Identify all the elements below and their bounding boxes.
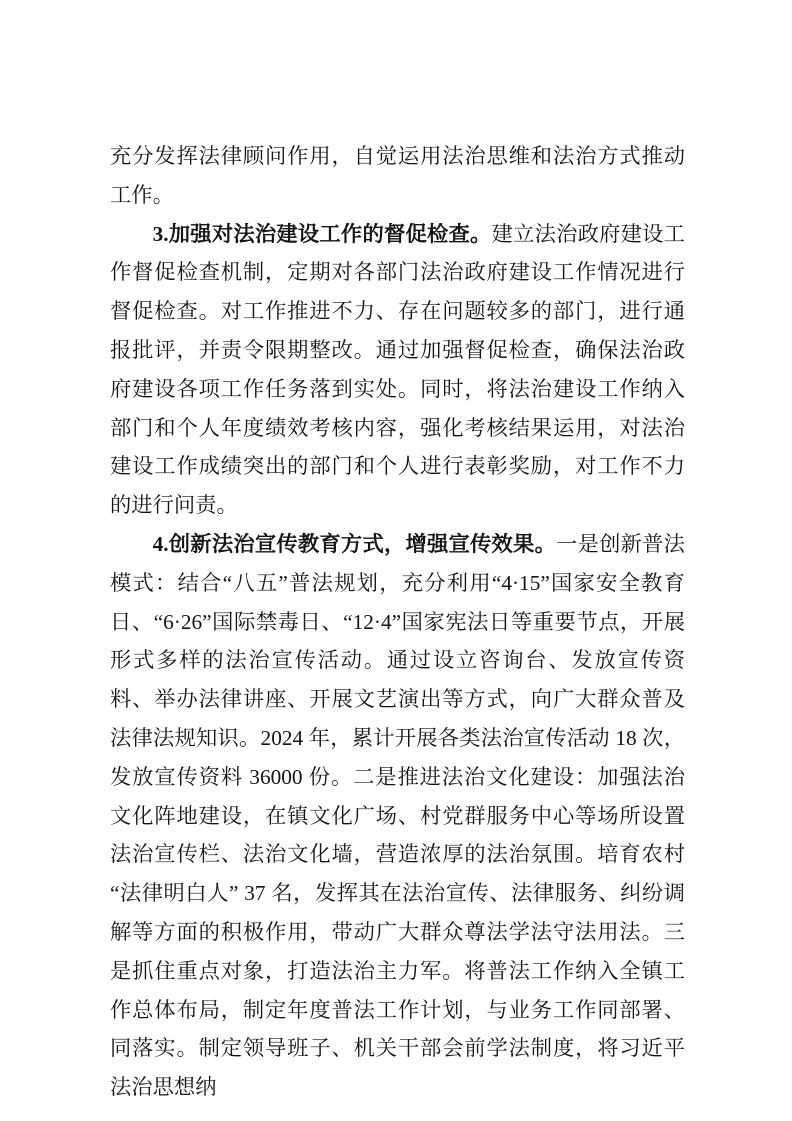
paragraph-item-3 xyxy=(110,215,685,525)
paragraph-continuation xyxy=(110,137,685,215)
paragraph-lead: 4.创新法治宣传教育方式，增强宣传效果。 xyxy=(152,531,557,556)
paragraph-body: 一是创新普法模式：结合“八五”普法规划，充分利用“4·15”国家安全教育日、“6·26”国际禁毒日、“12·4”国家宪法日等重要节点，开展形式多样的法治宣传活动。通过设立咨询台、发放宣传资料、举办法律讲座、开展文艺演出等方式，向广大群众普及法律法规知识。2024 年，累计开展各类法治宣传活动 18 次，发放宣传资料 36000 份。二是推进法治文化建设：加强法治文化阵地建设，在镇文化广场、村党群服务中心等场所设置法治宣传栏、法治文化墙，营造浓厚的法治氛围。培育农村“法律明白人” 37 名，发挥其在法治宣传、法律服务、纠纷调解等方面的积极作用，带动广大群众尊法学法守法用法。三是抓住重点对象，打造法治主力军。将普法工作纳入全镇工作总体布局，制定年度普法工作计划，与业务工作同部署、同落实。制定领导班子、机关干部会前学法制度，将习近平法治思想纳 xyxy=(110,531,685,1100)
paragraph-lead: 3.加强对法治建设工作的督促检查。 xyxy=(152,221,492,246)
paragraph-body: 充分发挥法律顾问作用，自觉运用法治思维和法治方式推动工作。 xyxy=(110,144,685,207)
document-body xyxy=(110,137,685,1107)
paragraph-item-4 xyxy=(110,525,685,1107)
paragraph-body: 建立法治政府建设工作督促检查机制，定期对各部门法治政府建设工作情况进行督促检查。对工作推进不力、存在问题较多的部门，进行通报批评，并责令限期整改。通过加强督促检查，确保法治政府建设各项工作任务落到实处。同时，将法治建设工作纳入部门和个人年度绩效考核内容，强化考核结果运用，对法治建设工作成绩突出的部门和个人进行表彰奖励，对工作不力的进行问责。 xyxy=(110,221,685,518)
